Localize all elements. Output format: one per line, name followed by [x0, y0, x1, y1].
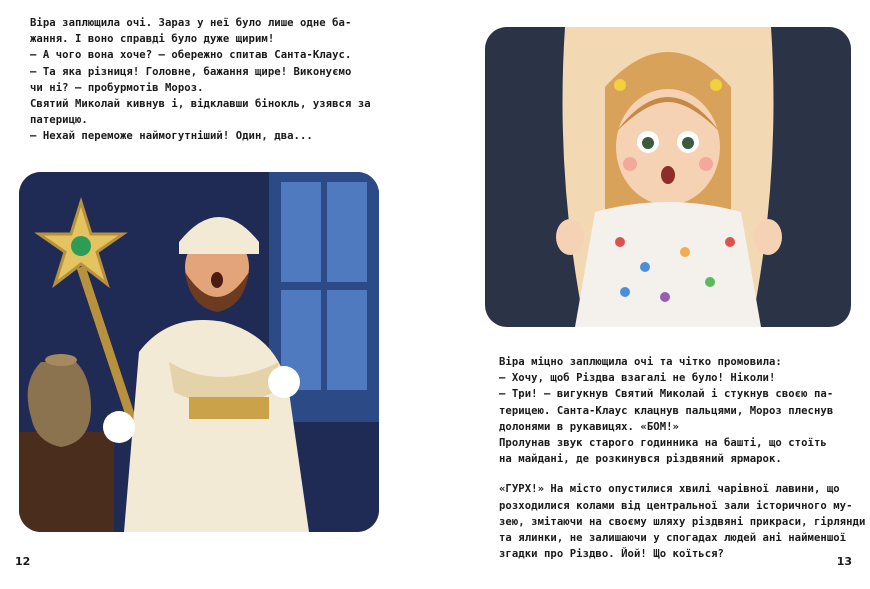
text-line: на майдані, де розкинувся різдвяний ярмарок.: [499, 453, 782, 466]
text-line: Пролунав звук старого годинника на башті, що стоїть: [499, 437, 827, 450]
paragraph-gap: [499, 467, 865, 481]
text-line: патерицю.: [30, 114, 88, 127]
text-line: жання. І воно справді було дуже щирим!: [30, 33, 275, 46]
text-line: чи ні? — пробурмотів Мороз.: [30, 81, 204, 94]
text-line: зею, змітаючи на своєму шляху різдвяні прикраси, гірлянди: [499, 515, 866, 528]
right-page: [435, 0, 870, 589]
text-line: — А чого вона хоче? — обережно спитав Санта-Клаус.: [30, 49, 352, 62]
text-line: Віра заплющила очі. Зараз у неї було лише одне ба-: [30, 17, 352, 29]
text-line: терицею. Санта-Клаус клацнув пальцями, Мороз плеснув: [499, 404, 834, 417]
saint-nicholas-illustration: [19, 172, 379, 532]
page-number-left: 12: [15, 555, 31, 568]
text-line: та ялинки, не залишаючи у спогадах людей ані найменшої: [499, 532, 847, 545]
text-line: — Нехай переможе наймогутніший! Один, два...: [30, 130, 313, 143]
text-line: — Три! — вигукнув Святий Миколай і стукнув своєю па-: [499, 388, 834, 401]
text-line: розходилися колами від центральної зали історичного му-: [499, 499, 853, 512]
text-line: Святий Миколай кивнув і, відклавши бінокль, узявся за: [30, 98, 371, 111]
text-line: — Хочу, щоб Різдва взагалі не було! Ніколи!: [499, 372, 776, 385]
text-line: «ГУРХ!» На місто опустилися хвилі чарівної лавини, що: [499, 483, 840, 496]
text-line: — Та яка різниця! Головне, бажання щире! Виконуємо: [30, 65, 352, 78]
left-page-text: [30, 15, 371, 145]
text-line: згадки про Різдво. Йой! Що коїться?: [499, 548, 724, 561]
right-page-text: [499, 354, 865, 562]
text-line: долонями в рукавицях. «БОМ!»: [499, 420, 679, 433]
vira-illustration: [485, 27, 851, 327]
page-number-right: 13: [836, 555, 852, 568]
text-line: Віра міцно заплющила очі та чітко промовила:: [499, 356, 782, 368]
